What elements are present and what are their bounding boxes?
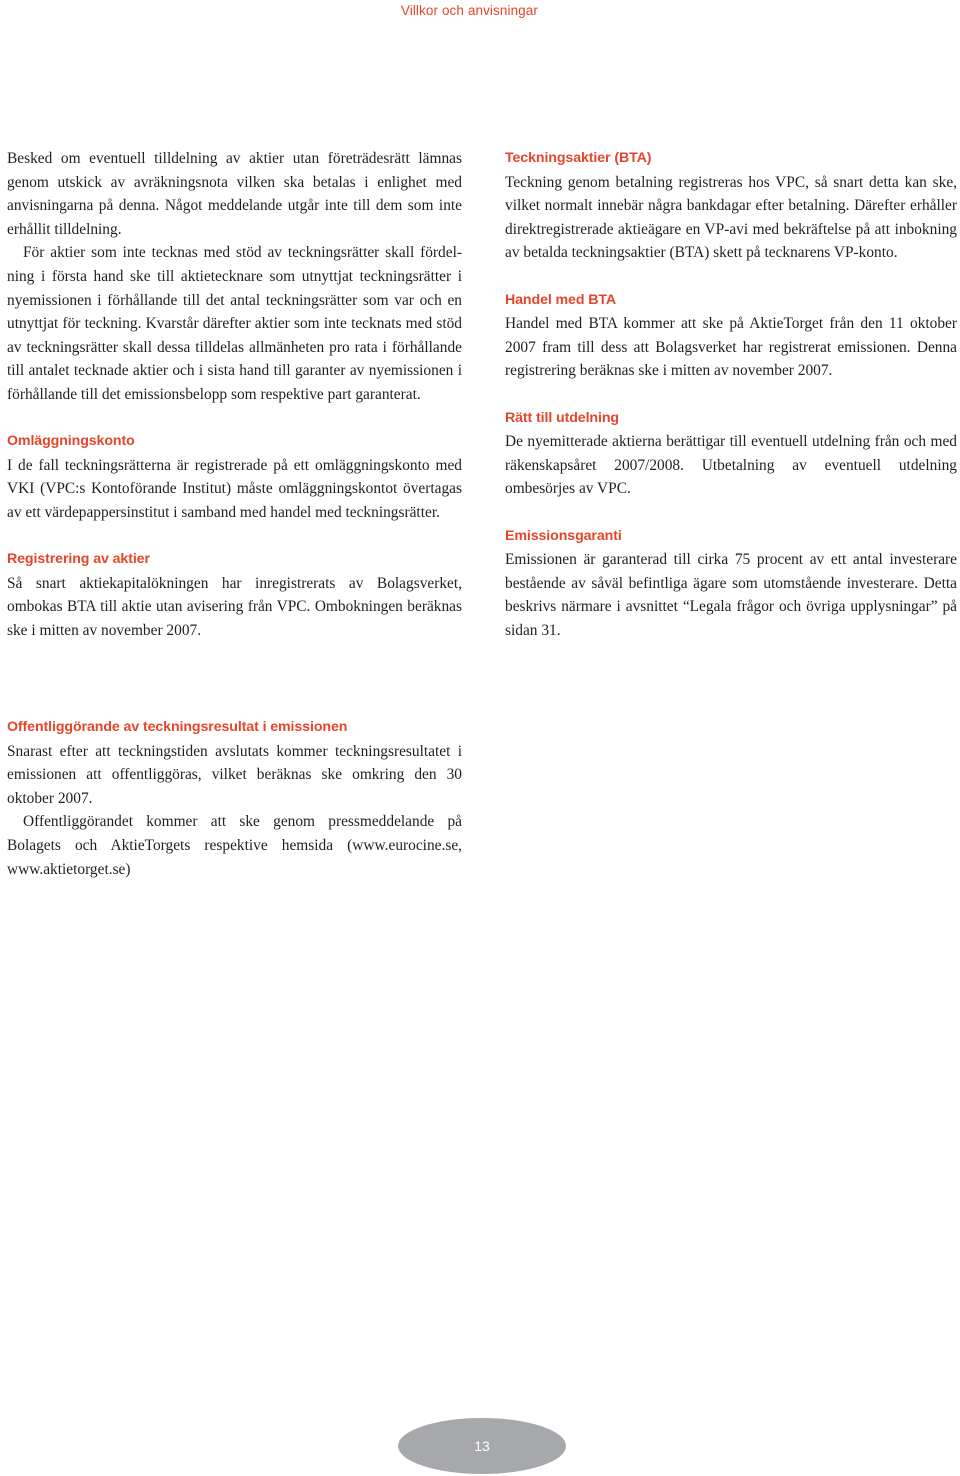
registrering-heading: Registrering av aktier [7,551,150,568]
emissionsgaranti-heading: Emissionsgaranti [505,527,622,544]
handel-heading: Handel med BTA [505,291,617,308]
emissionsgaranti-text: Emissionen är garanterad till cirka 75 procent av ett antal investerare bestående av såväl befintliga ägare som utomstående investerare. Detta beskrivs närmare i avsnittet “Legala frågor och övriga upplysningar” på sidan 31. [505,551,957,639]
teckningsaktier-heading: Teckningsaktier (BTA) [505,150,652,166]
utdelning-heading: Rätt till utdelning [505,409,619,426]
offentliggorande-heading: Offentliggörande av teckningsresultat i emissionen [7,719,348,735]
left-column [7,147,462,642]
right-column [505,147,957,642]
offentliggorande-paragraph-1: Snarast efter att teckningstiden avslutats kommer teckningsresultatet i emissionen att offentliggöras, vilket beräknas ske omkring den 30 oktober 2007. [7,742,462,807]
handel-text: Handel med BTA kommer att ske på AktieTorget från den 11 oktober 2007 fram till dess att Bolagsverket har registrerat emissionen. Denna registrering beräknas ske i mitten av november 2007. [505,315,957,380]
omlaggningskonto-heading: Omläggningskonto [7,433,135,450]
offentliggorande-paragraph-2: Offentliggörandet kommer att ske genom pressmeddelande på Bolagets och AktieTorgets respektive hemsida (www.eurocine.se, www.aktietorget.se) [7,813,462,878]
utdelning-text: De nyemitterade aktierna berättigar till eventuell utdelning från och med räkenskapsåret 2007/2008. Utbetalning av eventuell utdelning ombesörjes av VPC. [505,433,957,498]
running-header: Villkor och anvisningar [400,3,538,18]
page-number: 13 [474,1438,490,1454]
registrering-text: Så snart aktiekapitalökningen har inregistrerats av Bolagsverket, ombokas BTA till aktie utan avisering från VPC. Ombokningen beräknas ske i mitten av november 2007. [7,574,462,639]
page-number-badge [398,1418,566,1474]
intro-paragraph: Besked om eventuell tilldelning av aktier utan företrädesrätt lämnas genom utskick av avräkningsnota vilken ska betalas i enlighet med anvisningarna på denna. Något meddelande utgår inte till dem som inte erhållit tilldelning. [7,150,462,238]
bottom-section [7,716,462,881]
omlaggningskonto-text: I de fall teckningsrätterna är registrerade på ett omläggningskonto med VKI (VPC:s Kontoförande Institut) måste omläggningskontot övertagas av ett värdepappersinstitut i samband med handel med teckningsrätter. [7,456,462,521]
teckningsaktier-text: Teckning genom betalning registreras hos VPC, så snart detta kan ske, vilket normalt innebär några bankdagar efter betalning. Därefter erhåller direktregistrerade aktieägare en VP-avi med bekräftelse på att inbokning av betalda teckningsaktier (BTA) skett på tecknarens VP-konto. [505,173,957,262]
allocation-paragraph: För aktier som inte tecknas med stöd av teckningsrätter skall fördelning i första hand ske till aktietecknare som utnyttjat teckningsrätter i nyemissionen i förhållande till det antal teckningsrätter som var och en utnyttjat för teckning. Kvarstår därefter aktier som inte tecknats med stöd av teckningsrätter skall dessa tilldelas allmänheten pro rata i förhållande till antalet tecknade aktier och i sista hand till garanter av nyemissionen i förhållande till det emissionsbelopp som respektive part garanterat. [7,244,462,403]
